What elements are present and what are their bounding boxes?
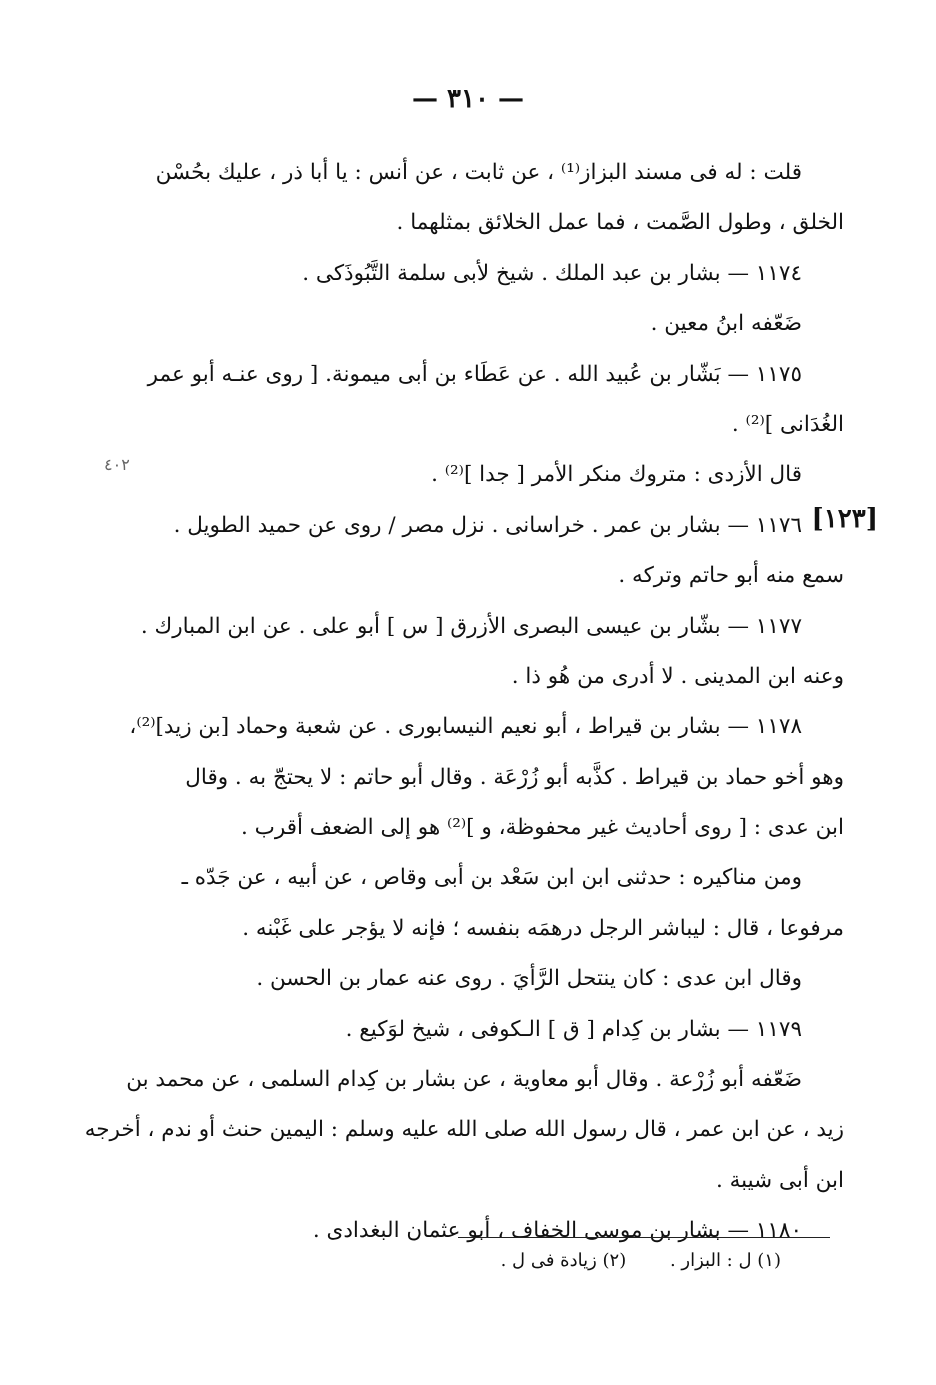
text-line: قال الأزدى : متروك منكر الأمر [ جدا ]⁽²⁾ . <box>431 462 802 488</box>
text-line: ابن عدى : [ روى أحاديث غير محفوظة، و ]⁽²⁾ هو إلى الضعف أقرب . <box>240 815 844 841</box>
entry-line: ١١٧٥ — بَشّار بن عُبيد الله . عن عَطَاء بن أبى ميمونة. [ روى عنـه أبو عمر <box>147 361 802 387</box>
text-line: ومن مناكيره : حدثنى ابن ابن سَعْد بن أبى وقاص ، عن أبيه ، عن جَدّه ـ <box>181 865 802 891</box>
page-number: — ٣١٠ — <box>411 84 525 114</box>
entry-line: ١١٧٩ — بشار بن كِدام [ ق ] الـكوفى ، شيخ لوَكيع . <box>345 1016 802 1042</box>
entry-line: ١١٧٤ — بشار بن عبد الملك . شيخ لأبى سلمة التَّبُوذَكى . <box>302 260 802 286</box>
footnotes <box>463 1246 781 1276</box>
entry-line: ١١٧٦ — بشار بن عمر . خراسانى . نزل مصر / روى عن حميد الطويل . <box>173 512 802 538</box>
text-line: وقال ابن عدى : كان ينتحل الرَّأيَ . روى عنه عمار بن الحسن . <box>256 966 802 992</box>
entry-line: ١١٧٧ — بشّار بن عيسى البصرى الأزرق [ س ] أبو على . عن ابن المبارك . <box>140 613 802 639</box>
text-line: الخلق ، وطول الصَّمت ، فما عمل الخلائق بمثلهما . <box>396 210 844 236</box>
entry-line: ١١٧٨ — بشار بن قيراط ، أبو نعيم النيسابورى . عن شعبة وحماد [بن زيد]⁽²⁾، <box>129 714 802 740</box>
margin-smudge: ٤٠٢ <box>104 455 130 474</box>
footnote: (٢) زيادة فى ل . <box>500 1250 627 1271</box>
footnote-divider <box>458 1237 830 1238</box>
margin-reference: [١٢٣] <box>811 504 878 534</box>
entry-line: ١١٨٠ — بشار بن موسى الخفاف ، أبو عثمان البغدادى . <box>312 1218 802 1244</box>
text-line: سمع منه أبو حاتم وتركه . <box>618 563 844 589</box>
text-line: ضَعّفه أبو زُرْعة . وقال أبو معاوية ، عن بشار بن كِدام السلمى ، عن محمد بن <box>126 1067 802 1093</box>
text-line: زيد ، عن ابن عمر ، قال رسول الله صلى الله عليه وسلم : اليمين حنث أو ندم ، أخرجه <box>84 1117 844 1143</box>
text-line: ضَعّفه ابنُ معين . <box>650 311 802 337</box>
footnote: (١) ل : البزار . <box>669 1250 781 1271</box>
text-line: مرفوعا ، قال : ليباشر الرجل درهمَه بنفسه ؛ فإنه لا يؤجر على غَبْنه . <box>242 915 844 941</box>
text-line: ابن أبى شيبة . <box>715 1167 844 1193</box>
text-line: الغُدَانى ]⁽²⁾ . <box>731 411 844 437</box>
text-line: وعنه ابن المدينى . لا أدرى من هُو ذا . <box>511 663 844 689</box>
text-line: قلت : له فى مسند البزاز⁽¹⁾ ، عن ثابت ، عن أنس : يا أبا ذر ، عليك بحُسْن <box>155 160 802 185</box>
text-line: وهو أخو حماد بن قيراط . كذَّبه أبو زُرْعَة . وقال أبو حاتم : لا يحتجّ به . وقال <box>185 764 844 790</box>
